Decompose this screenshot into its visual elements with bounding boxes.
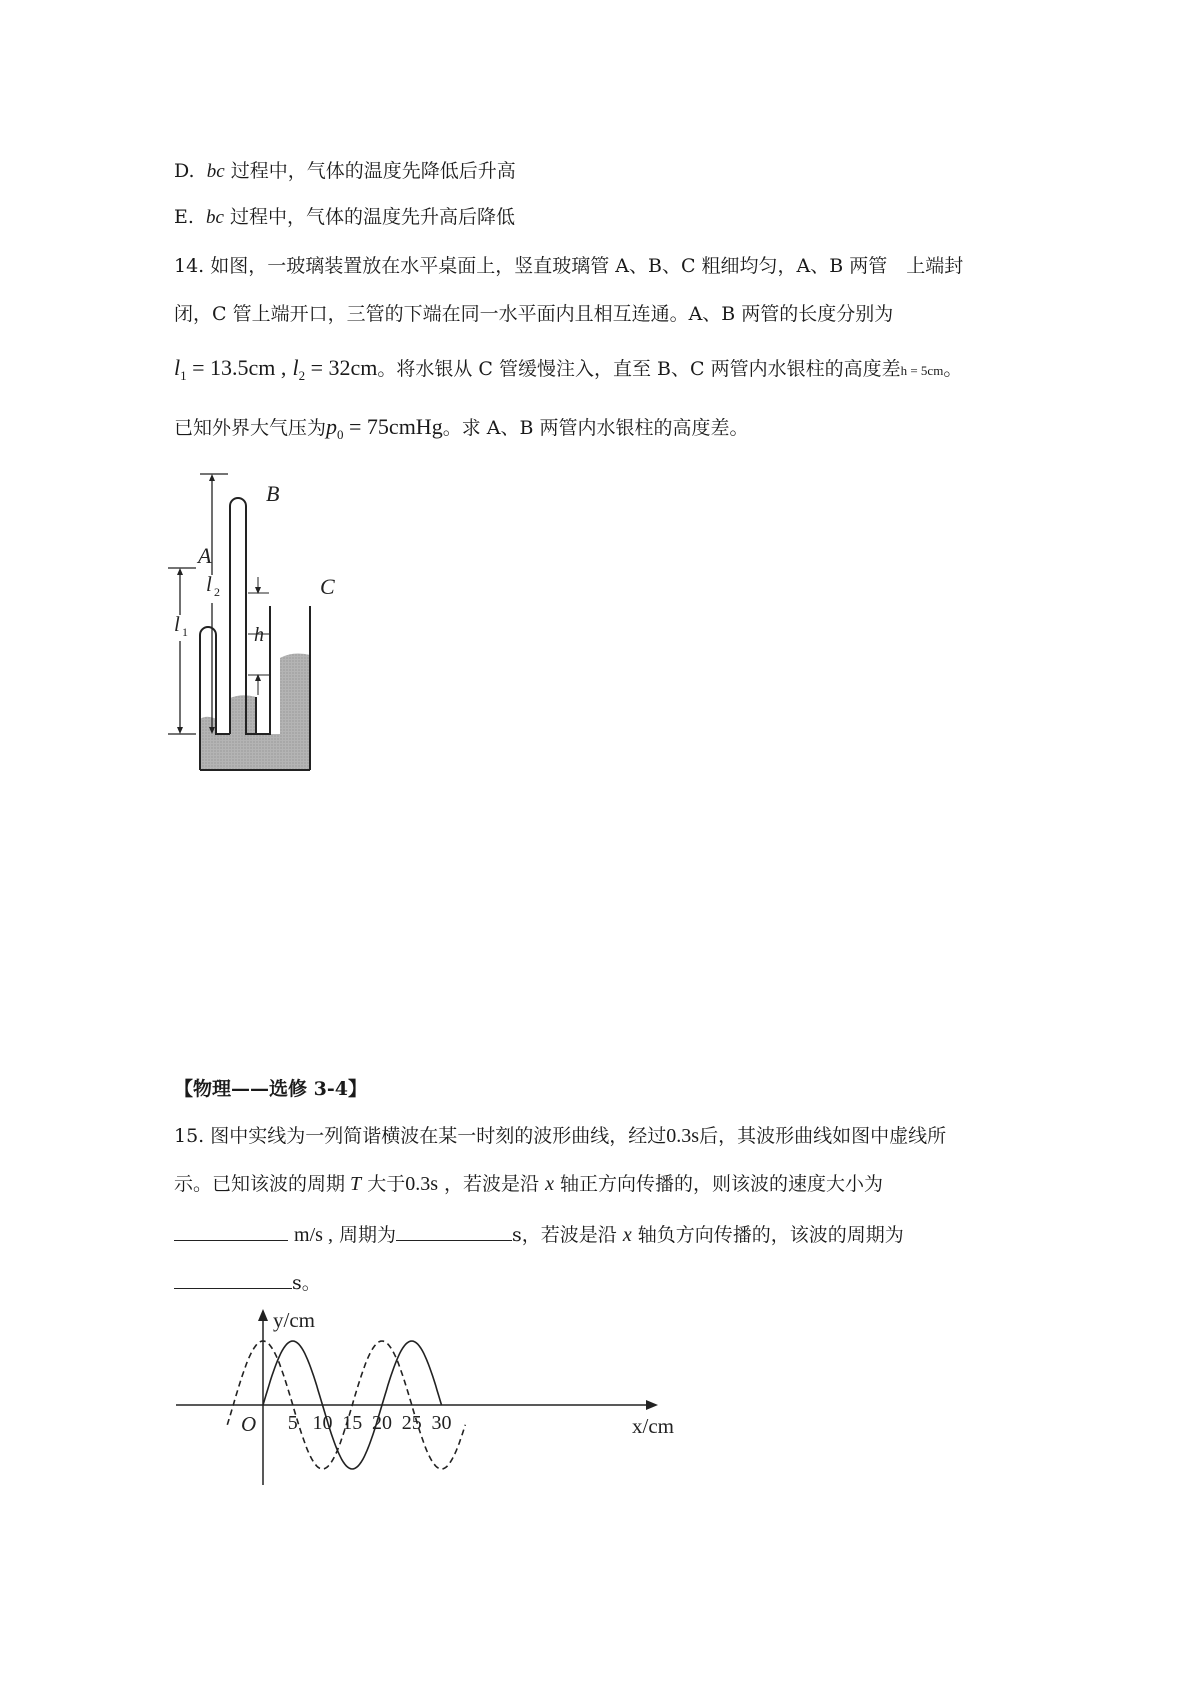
- blank-speed[interactable]: [174, 1220, 288, 1241]
- label-b: B: [266, 481, 280, 506]
- label-l1: l: [174, 612, 180, 636]
- q14-line4: 已知外界大气压为$p_0$ = 75cmHg。求 A、B 两管内水银柱的高度差。: [174, 414, 749, 442]
- blank-period-positive[interactable]: [396, 1220, 512, 1241]
- wave-chart: [170, 1305, 690, 1515]
- option-d: D. bc 过程中，气体的温度先降低后升高: [174, 160, 516, 182]
- x-tick-label: 20: [372, 1412, 392, 1434]
- q15-line3: m/s , 周期为 s，若波是沿 x 轴负方向传播的，该波的周期为: [174, 1220, 904, 1248]
- y-axis-arrow: [258, 1309, 268, 1321]
- y-axis-label: y/cm: [273, 1308, 315, 1332]
- option-e: E. bc 过程中，气体的温度先升高后降低: [174, 206, 516, 228]
- section-heading: 【物理——选修 3-4】: [174, 1078, 367, 1100]
- q14-line2: 闭，C 管上端开口，三管的下端在同一水平面内且相互连通。A、B 两管的长度分别为: [174, 303, 894, 325]
- q14-line1: 14. 如图，一玻璃装置放在水平桌面上，竖直玻璃管 A、B、C 粗细均匀，A、B 两管 上端封: [174, 255, 964, 277]
- origin-label: O: [241, 1412, 257, 1436]
- q15-line1: 15. 图中实线为一列简谐横波在某一时刻的波形曲线，经过0.3s后，其波形曲线如图中虚线所: [174, 1125, 947, 1147]
- tube-apparatus-figure: [160, 465, 350, 775]
- x-axis-label: x/cm: [632, 1414, 674, 1438]
- x-tick-label: 10: [312, 1412, 333, 1434]
- label-a: A: [198, 543, 212, 568]
- x-tick-label: 5: [287, 1412, 298, 1434]
- x-tick-label: 25: [401, 1412, 422, 1434]
- q15-line4: s。: [174, 1268, 321, 1296]
- label-l1-sub: 1: [182, 625, 188, 639]
- x-tick-label: 30: [431, 1412, 452, 1434]
- x-axis-arrow: [646, 1400, 658, 1410]
- blank-period-negative[interactable]: [174, 1268, 292, 1289]
- label-h: h: [254, 624, 264, 646]
- label-l2-sub: 2: [214, 585, 220, 599]
- q15-line2: 示。已知该波的周期 T 大于0.3s ，若波是沿 x 轴正方向传播的，则该波的速度大小为: [174, 1173, 884, 1195]
- label-c: C: [320, 574, 335, 599]
- x-tick-label: 15: [342, 1412, 363, 1434]
- label-l2: l: [206, 572, 212, 596]
- q14-line3: $l_1 = 13.5cm$ , $l_2 = 32cm$。将水银从 C 管缓慢注入，直至 B、C 两管内水银柱的高度差h = 5cm。: [174, 355, 963, 383]
